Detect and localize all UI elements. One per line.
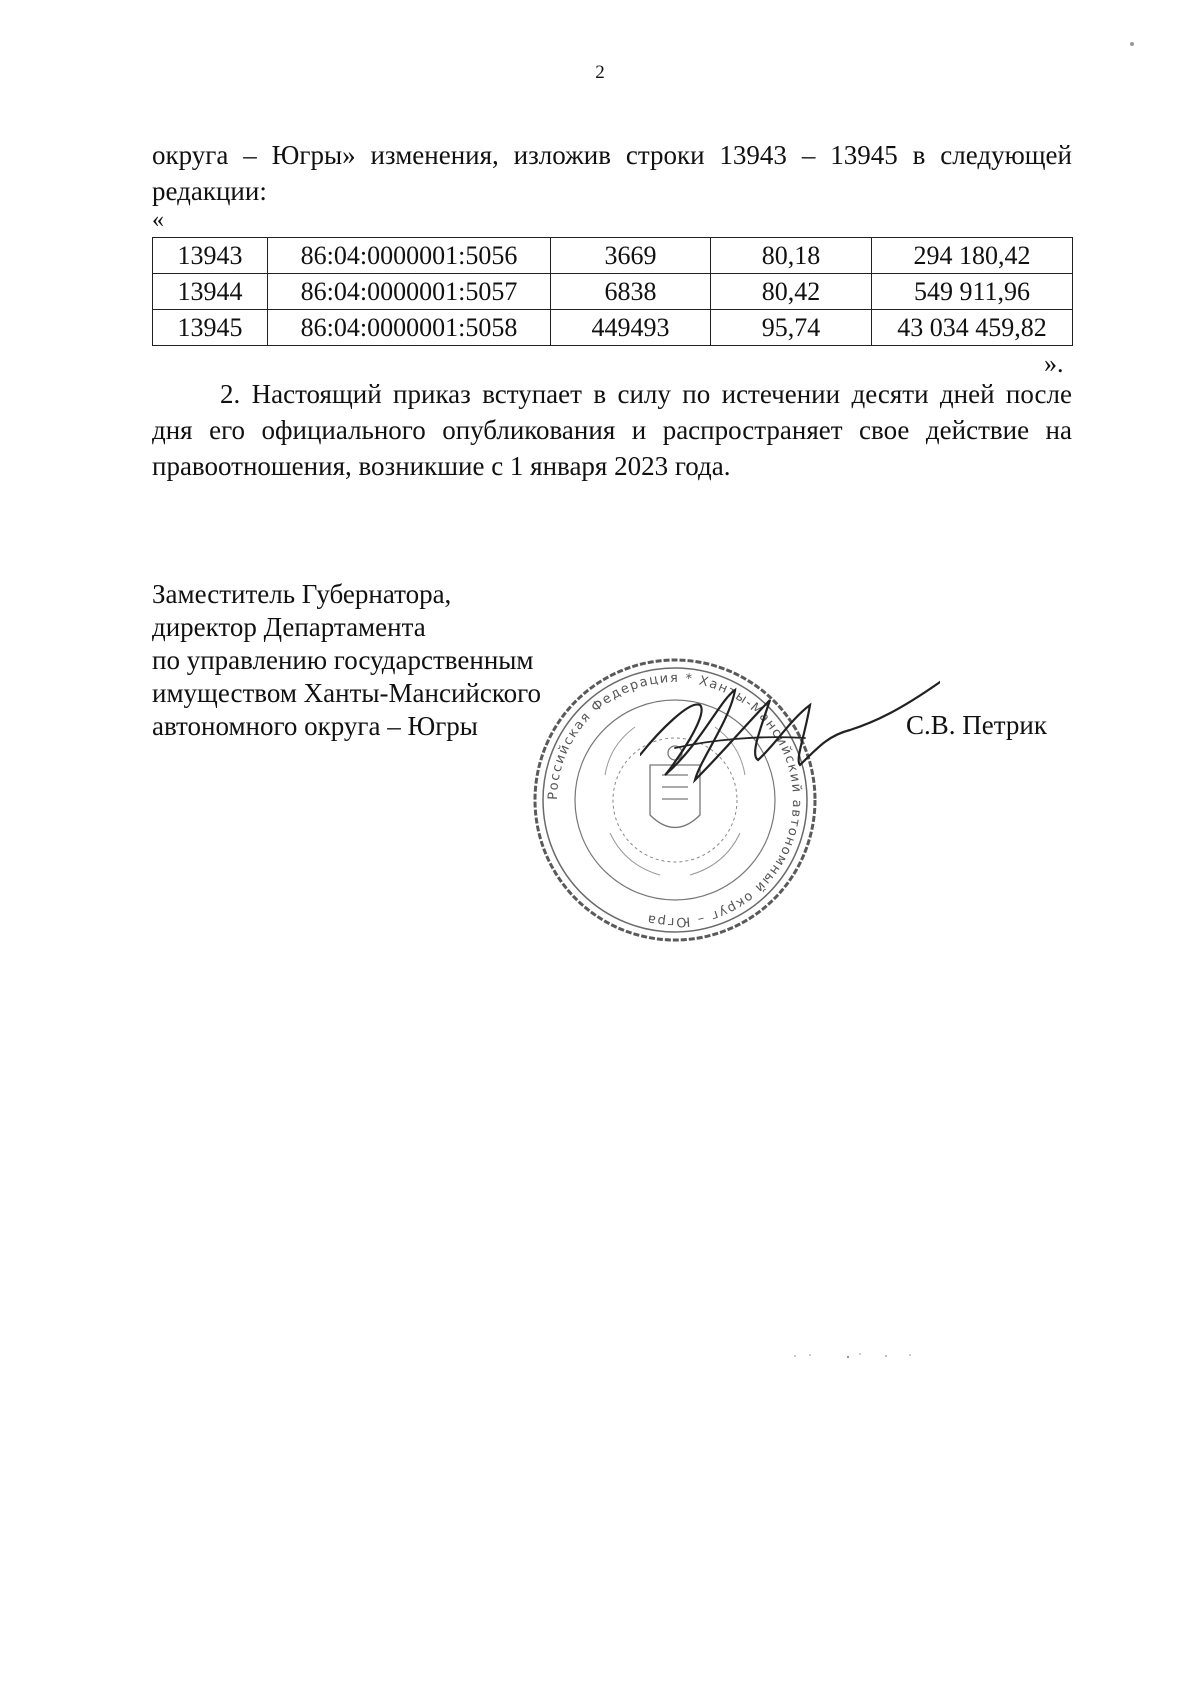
quote-open: « xyxy=(152,207,164,233)
cadastral-value: 549 911,96 xyxy=(872,274,1073,310)
table-row xyxy=(153,274,1073,310)
area-value: 3669 xyxy=(551,238,711,274)
row-number: 13944 xyxy=(153,274,268,310)
scan-specks-icon xyxy=(790,1350,940,1362)
cadastral-number: 86:04:0000001:5057 xyxy=(268,274,551,310)
handwritten-signature-icon xyxy=(640,660,940,810)
paragraph-2-text: 2. Настоящий приказ вступает в силу по истечении десяти дней после дня его официального опубликования и распространяет свое действие на правоотношения, возникшие с 1 января 2023 года. xyxy=(152,379,1072,481)
title-line: автономного округа – Югры xyxy=(152,711,478,741)
title-line: по управлению государственным xyxy=(152,645,534,675)
title-line: Заместитель Губернатора, xyxy=(152,579,452,609)
signatory-title xyxy=(152,578,572,743)
intro-text xyxy=(152,137,1072,209)
table-row xyxy=(153,238,1073,274)
signer-name: С.В. Петрик xyxy=(906,710,1047,740)
cadastral-value: 294 180,42 xyxy=(872,238,1073,274)
row-number: 13945 xyxy=(153,310,268,346)
area-value: 449493 xyxy=(551,310,711,346)
intro-line-2: редакции: xyxy=(152,176,267,206)
intro-line-1: округа – Югры» изменения, изложив строки 13943 – 13945 в следующей xyxy=(152,140,1072,170)
row-number: 13943 xyxy=(153,238,268,274)
amendment-table xyxy=(152,237,1073,346)
cadastral-number: 86:04:0000001:5058 xyxy=(268,310,551,346)
paragraph-2 xyxy=(152,376,1072,484)
title-line: директор Департамента xyxy=(152,612,426,642)
seal-outer-text: Российская Федерация * Ханты-Мансийский автономный округ – Югра xyxy=(545,670,805,930)
rate-value: 80,18 xyxy=(711,238,872,274)
page-number: 2 xyxy=(595,62,605,83)
rate-value: 95,74 xyxy=(711,310,872,346)
cadastral-value: 43 034 459,82 xyxy=(872,310,1073,346)
quote-close: ». xyxy=(1044,349,1064,378)
area-value: 6838 xyxy=(551,274,711,310)
cadastral-number: 86:04:0000001:5056 xyxy=(268,238,551,274)
scan-speck xyxy=(1130,42,1134,46)
rate-value: 80,42 xyxy=(711,274,872,310)
table-row xyxy=(153,310,1073,346)
title-line: имуществом Ханты-Мансийского xyxy=(152,678,541,708)
